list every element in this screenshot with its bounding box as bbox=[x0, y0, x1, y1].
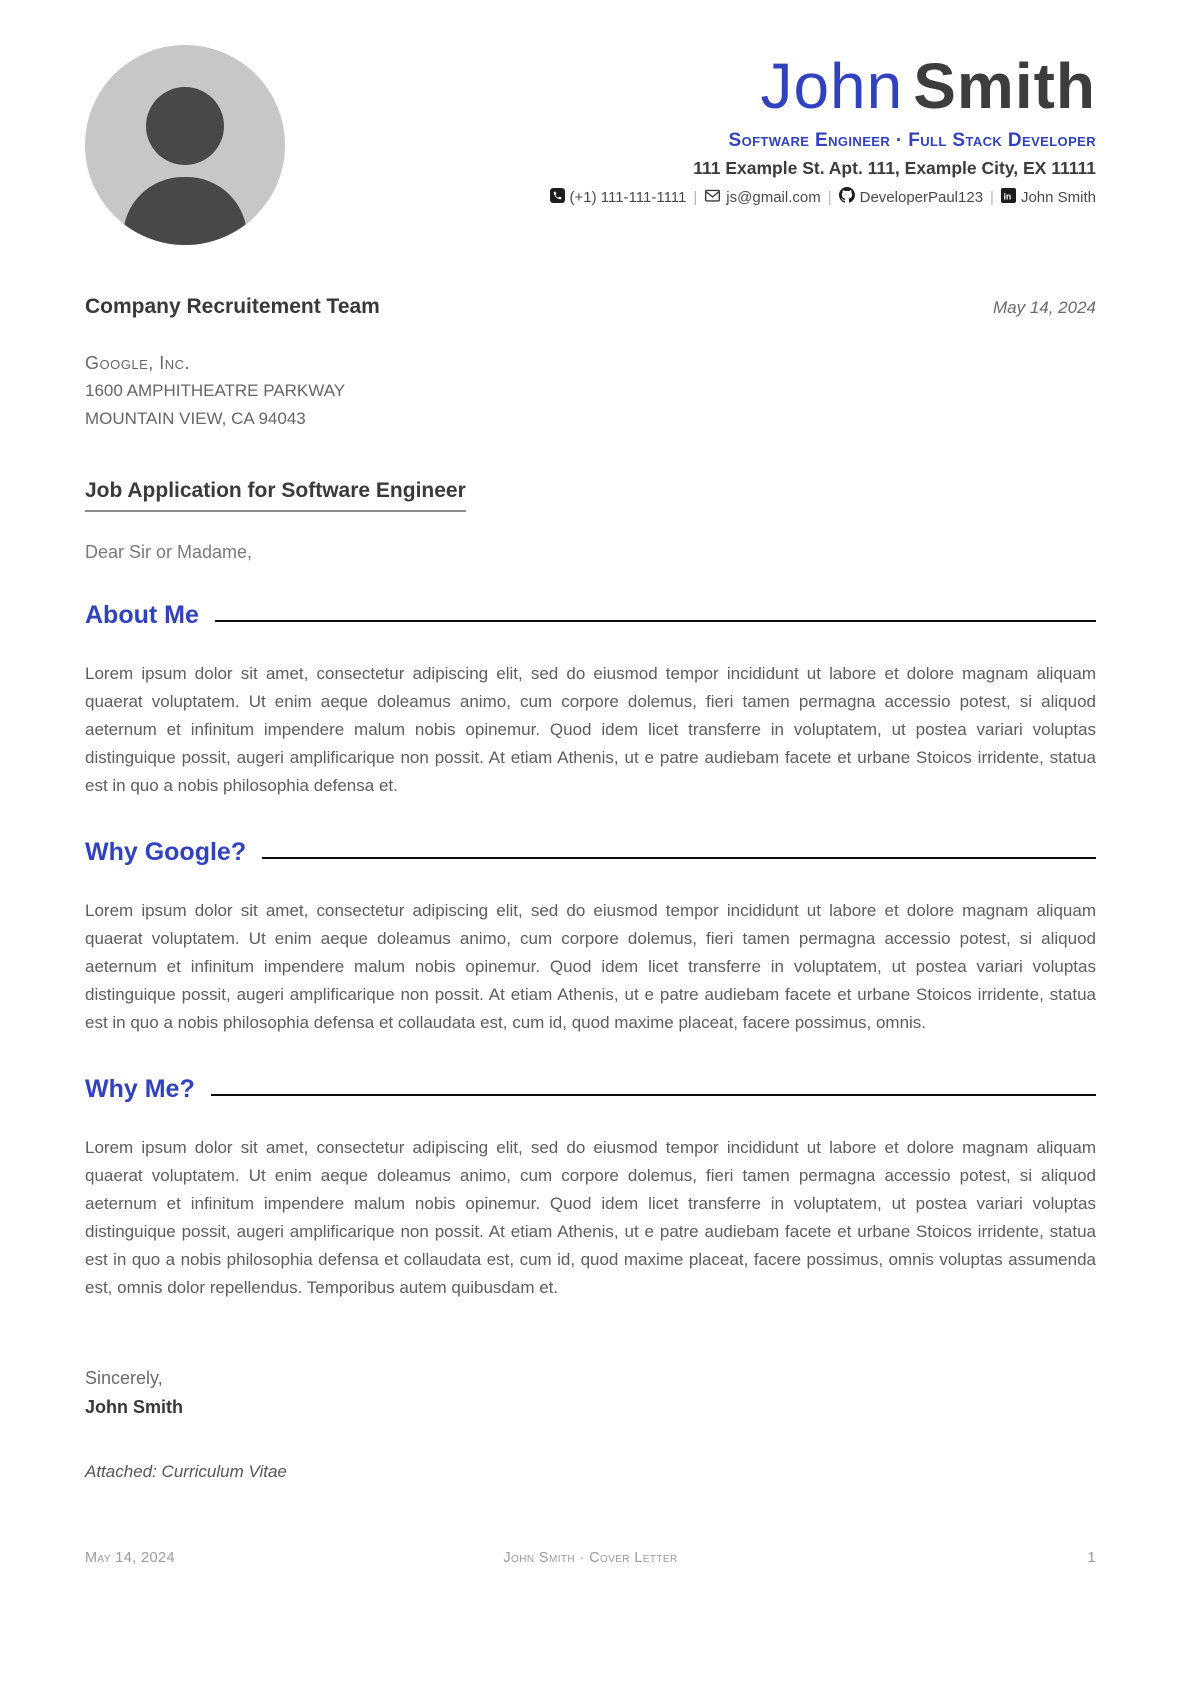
header-identity bbox=[285, 45, 1096, 207]
section-heading-about-me bbox=[85, 601, 1096, 630]
linkedin-name: John Smith bbox=[1020, 188, 1096, 206]
recipient-name: Company Recruitement Team bbox=[85, 295, 380, 318]
section-rule bbox=[211, 1094, 1096, 1096]
page-footer bbox=[85, 1550, 1096, 1566]
section-body-why-google: Lorem ipsum dolor sit amet, consectetur adipiscing elit, sed do eiusmod tempor incididunt ut labore et dolore magnam aliquam quaerat voluptatem. Ut enim aeque doleamus animo, cum corpore dolemus, fieri tamen permagna accessio potest, si aliquod aeternum et infinitum impendere malum nobis opinemur. Quod idem licet transferre in voluptatem, ut postea variari voluptas distinguique possit, augeri amplificarique non possit. At etiam Athenis, ut e patre audiebam facete et urbane Stoicos irridente, statua est in quo a nobis philosophia defensa et collaudata est, cum id, quod maxime placeat, facere possimus, omnis. bbox=[85, 901, 1096, 1032]
section-title: Why Google? bbox=[85, 838, 247, 866]
recipient-address-block bbox=[85, 349, 1096, 433]
email-address: js@gmail.com bbox=[726, 188, 821, 206]
footer-document-title: John Smith · Cover Letter bbox=[503, 1550, 678, 1566]
profile-photo-placeholder bbox=[85, 45, 285, 245]
email-contact[interactable] bbox=[704, 188, 820, 207]
envelope-icon bbox=[704, 188, 721, 207]
full-name bbox=[285, 50, 1096, 122]
person-silhouette-icon bbox=[146, 87, 224, 165]
section-heading-why-google bbox=[85, 838, 1096, 867]
signature-name: John Smith bbox=[85, 1397, 183, 1417]
footer-date: May 14, 2024 bbox=[85, 1550, 175, 1566]
separator: | bbox=[693, 188, 698, 206]
attachment-note: Attached: Curriculum Vitae bbox=[85, 1462, 287, 1481]
section-rule bbox=[262, 857, 1096, 859]
postal-address: 111 Example St. Apt. 111, Example City, EX 11111 bbox=[693, 158, 1096, 179]
github-icon bbox=[839, 187, 855, 207]
company-address-line: MOUNTAIN VIEW, CA 94043 bbox=[85, 409, 306, 428]
person-silhouette-icon bbox=[123, 177, 247, 245]
phone-number: (+1) 111-111-1111 bbox=[569, 188, 687, 206]
linkedin-icon bbox=[1001, 188, 1016, 207]
linkedin-contact[interactable] bbox=[1001, 188, 1096, 207]
contact-row bbox=[285, 187, 1096, 207]
closing-valediction: Sincerely, bbox=[85, 1368, 163, 1388]
last-name: Smith bbox=[913, 50, 1096, 122]
github-handle: DeveloperPaul123 bbox=[859, 188, 984, 206]
letter-date: May 14, 2024 bbox=[992, 298, 1096, 317]
header bbox=[85, 45, 1096, 245]
company-name: Google, Inc. bbox=[85, 353, 191, 373]
recipient-row bbox=[85, 295, 1096, 319]
section-rule bbox=[215, 620, 1096, 622]
phone-icon bbox=[550, 188, 565, 207]
letter-title: Job Application for Software Engineer bbox=[85, 479, 466, 512]
section-body-about-me: Lorem ipsum dolor sit amet, consectetur adipiscing elit, sed do eiusmod tempor incididunt ut labore et dolore magnam aliquam quaerat voluptatem. Ut enim aeque doleamus animo, cum corpore dolemus, fieri tamen permagna accessio potest, si aliquod aeternum et infinitum impendere malum nobis opinemur. Quod idem licet transferre in voluptatem, ut postea variari voluptas distinguique possit, augeri amplificarique non possit. At etiam Athenis, ut e patre audiebam facete et urbane Stoicos irridente, statua est in quo a nobis philosophia defensa et. bbox=[85, 664, 1096, 795]
section-title: About Me bbox=[85, 601, 199, 629]
separator: | bbox=[990, 188, 994, 206]
separator: | bbox=[827, 188, 832, 206]
section-body-why-me: Lorem ipsum dolor sit amet, consectetur adipiscing elit, sed do eiusmod tempor incididunt ut labore et dolore magnam aliquam quaerat voluptatem. Ut enim aeque doleamus animo, cum corpore dolemus, fieri tamen permagna accessio potest, si aliquod aeternum et infinitum impendere malum nobis opinemur. Quod idem licet transferre in voluptatem, ut postea variari voluptas distinguique possit, augeri amplificarique non possit. At etiam Athenis, ut e patre audiebam facete et urbane Stoicos irridente, statua est in quo a nobis philosophia defensa et collaudata est, cum id, quod maxime placeat, facere possimus, omnis voluptas assumenda est, omnis dolor repellendus. Temporibus autem quibusdam et. bbox=[85, 1138, 1096, 1297]
job-title-subtitle: Software Engineer · Full Stack Developer bbox=[728, 130, 1096, 152]
section-title: Why Me? bbox=[85, 1075, 195, 1103]
company-address-line: 1600 AMPHITHEATRE PARKWAY bbox=[85, 381, 346, 400]
salutation: Dear Sir or Madame, bbox=[85, 542, 253, 562]
first-name: John bbox=[760, 50, 904, 122]
footer-page-number: 1 bbox=[1087, 1550, 1096, 1566]
section-heading-why-me bbox=[85, 1075, 1096, 1104]
phone-contact[interactable] bbox=[550, 188, 687, 207]
svg-text:in: in bbox=[1003, 190, 1012, 201]
github-contact[interactable] bbox=[839, 187, 983, 207]
